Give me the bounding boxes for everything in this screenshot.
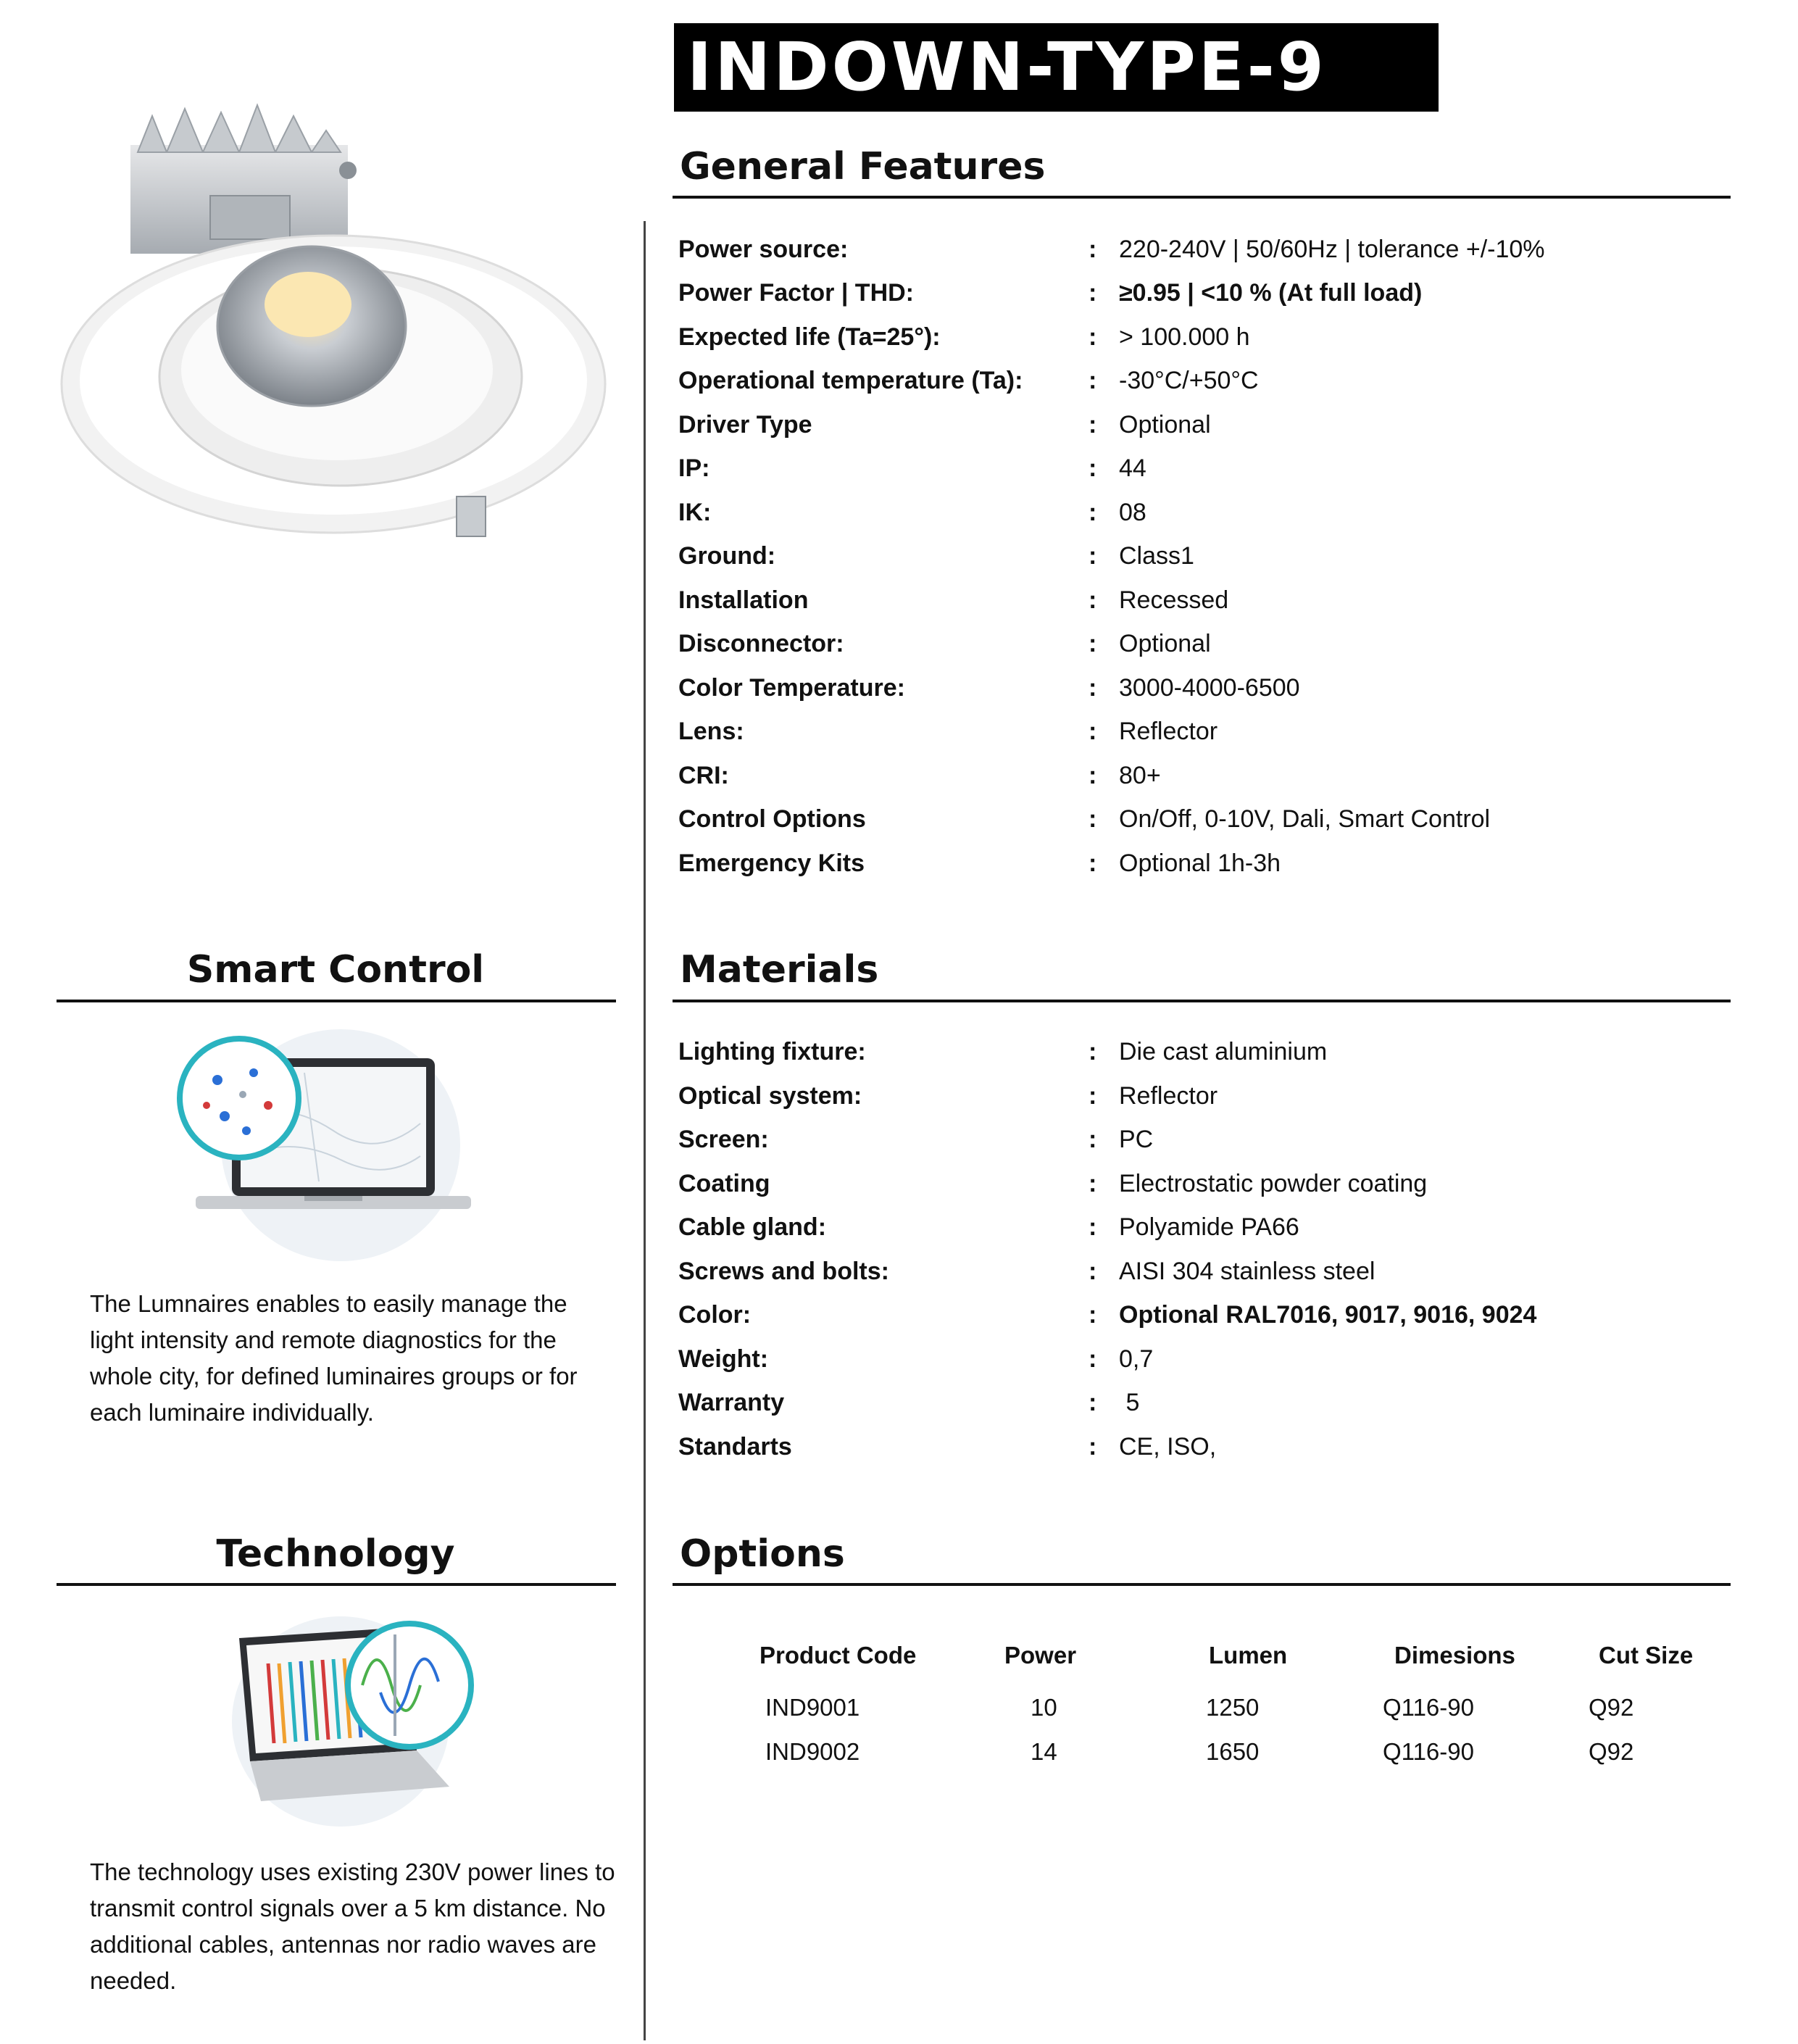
spec-row: Installation : Recessed <box>678 586 1229 614</box>
options-cell: Q92 <box>1589 1694 1634 1721</box>
material-row: Screen: : PC <box>678 1126 1154 1153</box>
spec-row: Power Factor | THD: : ≥0.95 | <10 % (At full load) <box>678 279 1423 307</box>
general-features-rule <box>673 196 1731 199</box>
options-cell: 1650 <box>1206 1738 1260 1765</box>
material-row: Cable gland: : Polyamide PA66 <box>678 1213 1299 1241</box>
spec-row: IK: : 08 <box>678 499 1146 526</box>
material-row: Screws and bolts: : AISI 304 stainless steel <box>678 1258 1375 1285</box>
product-title: INDOWN-TYPE-9 <box>674 23 1439 112</box>
technology-laptop-image <box>217 1613 478 1830</box>
smart-control-text: The Lumnaires enables to easily manage the light intensity and remote diagnostics for the whole city, for defined luminaires groups or for each luminaire individually. <box>90 1290 578 1426</box>
options-rule <box>673 1583 1731 1586</box>
spec-row: CRI: : 80+ <box>678 762 1161 789</box>
material-row: Warranty : 5 <box>678 1389 1140 1416</box>
options-header-lumen: Lumen <box>1209 1642 1288 1669</box>
options-cell: IND9002 <box>765 1738 860 1765</box>
technology-text: The technology uses existing 230V power lines to transmit control signals over a 5 km distance. No additional cables, antennas nor radio waves are needed. <box>90 1858 615 1994</box>
technology-heading: Technology <box>216 1532 455 1576</box>
options-cell: Q92 <box>1589 1738 1634 1765</box>
options-cell: IND9001 <box>765 1694 860 1721</box>
material-row: Color: : Optional RAL7016, 9017, 9016, 9024 <box>678 1301 1537 1329</box>
options-cell: 10 <box>1031 1694 1057 1721</box>
material-row: Coating : Electrostatic powder coating <box>678 1170 1428 1197</box>
material-row: Weight: : 0,7 <box>678 1345 1154 1373</box>
spec-row: Operational temperature (Ta): : -30°C/+50°C <box>678 367 1259 394</box>
smart-control-heading: Smart Control <box>186 948 485 992</box>
material-row: Lighting fixture: : Die cast aluminium <box>678 1038 1328 1065</box>
options-heading: Options <box>680 1532 845 1576</box>
options-cell: 14 <box>1031 1738 1057 1765</box>
product-image <box>51 101 616 551</box>
options-header-dimensions: Dimesions <box>1394 1642 1515 1669</box>
smart-control-rule <box>57 1000 616 1002</box>
options-header-cut-size: Cut Size <box>1599 1642 1694 1669</box>
options-header-power: Power <box>1004 1642 1077 1669</box>
technology-rule <box>57 1583 616 1586</box>
smart-control-laptop-image <box>174 1029 478 1261</box>
spec-row: Color Temperature: : 3000-4000-6500 <box>678 674 1300 702</box>
column-divider <box>644 221 646 2040</box>
options-cell: Q116-90 <box>1383 1738 1474 1765</box>
options-cell: Q116-90 <box>1383 1694 1474 1721</box>
material-row: Standarts : CE, ISO, <box>678 1433 1217 1461</box>
spec-row: Emergency Kits : Optional 1h-3h <box>678 849 1281 877</box>
options-header-product-code: Product Code <box>759 1642 917 1669</box>
options-cell: 1250 <box>1206 1694 1260 1721</box>
spec-row: IP: : 44 <box>678 454 1146 482</box>
general-features-heading: General Features <box>680 145 1046 188</box>
material-row: Optical system: : Reflector <box>678 1082 1218 1110</box>
spec-row: Ground: : Class1 <box>678 542 1194 570</box>
spec-row: Lens: : Reflector <box>678 718 1218 745</box>
spec-row: Power source: : 220-240V | 50/60Hz | tolerance +/-10% <box>678 236 1545 263</box>
materials-heading: Materials <box>680 948 879 992</box>
spec-row: Disconnector: : Optional <box>678 630 1211 657</box>
heatsink-icon <box>130 105 357 254</box>
spec-row: Expected life (Ta=25°): : > 100.000 h <box>678 323 1250 351</box>
spec-row: Control Options : On/Off, 0-10V, Dali, Smart Control <box>678 805 1491 833</box>
materials-rule <box>673 1000 1731 1002</box>
spec-row: Driver Type : Optional <box>678 411 1211 439</box>
